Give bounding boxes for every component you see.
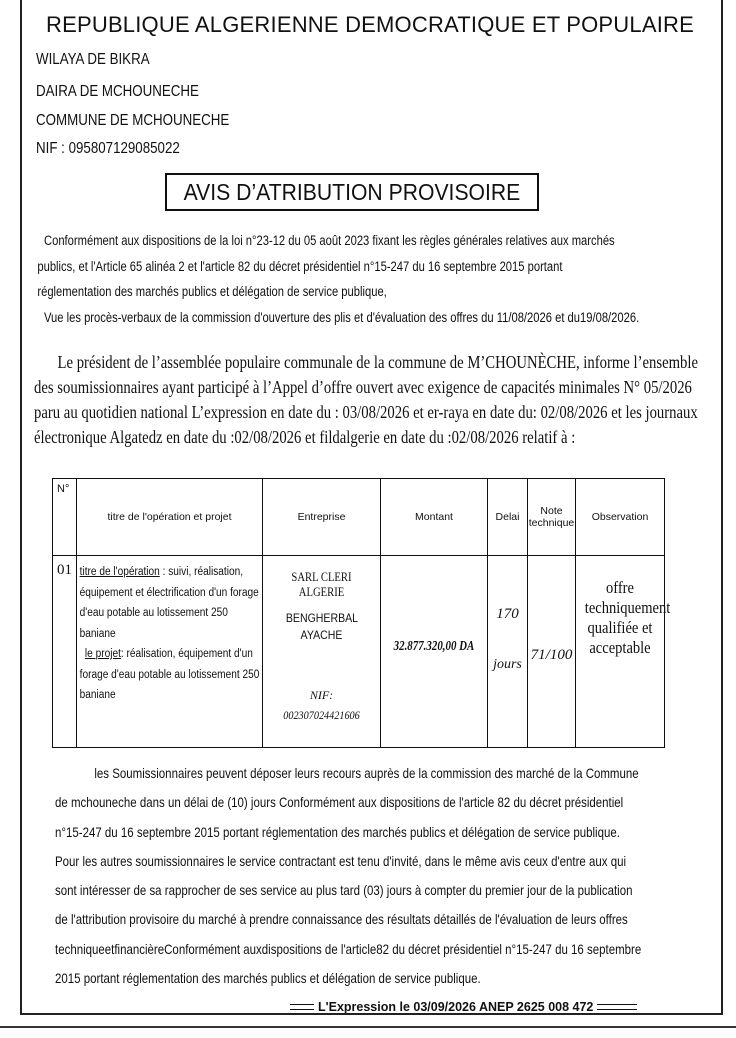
project-description: : réalisation, équipement d'un forage d'eau potable au lotissement 250 baniane <box>79 648 260 701</box>
intro-line: Vue les procès-verbaux de la commission d'ouverture des plis et d'évaluation des offres du 11/08/2026 et du19/08/2026. <box>44 309 640 325</box>
avis-title-box <box>165 173 539 211</box>
cell-num <box>53 556 77 748</box>
project-label: le projet <box>84 648 121 660</box>
intro-paragraph <box>37 228 640 330</box>
entreprise-block <box>263 556 380 746</box>
header-observation: Observation <box>576 479 665 556</box>
entreprise-nif: 002307024421606 <box>283 708 360 722</box>
footer-rule-right <box>597 1004 637 1010</box>
header-operation: titre de l'opération et projet <box>77 479 263 556</box>
recours-line: Pour les autres soumissionnaires le service contractant est tenu d'invité, dans le même avis ceux d'entre aux qui <box>55 852 627 869</box>
page-edge-line <box>0 1026 736 1028</box>
header-entreprise: Entreprise <box>263 479 381 556</box>
attribution-table <box>52 478 671 748</box>
table-header-row <box>53 479 665 556</box>
cell-operation <box>77 556 263 748</box>
cell-note <box>528 556 576 748</box>
president-line: paru au quotidien national L’expression en date du : 03/08/2026 et er-raya en date du: 02/08/2026 et les journaux <box>34 402 698 422</box>
commune-line: COMMUNE DE MCHOUNECHE <box>36 112 230 129</box>
observation-text: offre techniquement qualifiée et acceptable <box>584 578 671 657</box>
header-num: N° <box>53 479 77 556</box>
president-paragraph <box>34 350 698 450</box>
president-line: électronique Algatedz en date du :02/08/2026 et fildalgerie en date du :02/08/2026 relatif à : <box>34 427 576 447</box>
cell-observation <box>576 556 671 748</box>
operation-text <box>77 556 262 706</box>
operation-description: : suivi, réalisation, équipement et électrification d'un forage d'eau potable au lotissement 250 baniane <box>79 566 259 640</box>
recours-line: techniqueetfinancièreConformément auxdispositions de l'article82 du décret présidentiel n°15-247 du 16 septembre <box>55 940 642 957</box>
entreprise-name: SARL CLERI ALGERIE <box>291 570 352 599</box>
intro-line: Conformément aux dispositions de la loi n°23-12 du 05 août 2023 fixant les règles générales relatives aux marchés <box>44 233 615 248</box>
intro-line: publics, et l'Article 65 alinéa 2 et l'article 82 du décret présidentiel n°15-247 du 16 septembre 2015 portant <box>37 258 563 274</box>
cell-delai <box>488 556 528 748</box>
header-note: Note technique <box>528 479 576 556</box>
wilaya-line: WILAYA DE BIKRA <box>36 51 150 68</box>
delai-unit: jours <box>493 657 522 672</box>
table-row <box>53 556 665 748</box>
recours-line: 2015 portant réglementation des marchés publics et délégation de service publique. <box>55 970 481 987</box>
delai-value: 170 <box>496 606 519 622</box>
footer-bar <box>290 1000 637 1014</box>
president-line: des soumissionnaires ayant participé à l’Appel d’offre ouvert avec exigence de capacités minimales N° 05/2026 <box>34 377 692 397</box>
note-value: 71/100 <box>530 647 573 663</box>
cell-montant <box>381 556 488 748</box>
nif-label: NIF: <box>309 688 334 702</box>
recours-paragraph <box>55 759 641 993</box>
intro-line: réglementation des marchés publics et délégation de service publique, <box>37 284 387 299</box>
daira-line: DAIRA DE MCHOUNECHE <box>36 83 199 100</box>
recours-line: les Soumissionnaires peuvent déposer leurs recours auprès de la commission des marché de la Commune <box>94 765 639 781</box>
footer-text: L'Expression le 03/09/2026 ANEP 2625 008 472 <box>318 1000 594 1014</box>
montant-value: 32.877.320,00 DA <box>393 638 475 654</box>
cell-entreprise <box>263 556 381 748</box>
header-delai: Delai <box>488 479 528 556</box>
footer-rule-left <box>290 1004 314 1010</box>
recours-line: n°15-247 du 16 septembre 2015 portant réglementation des marchés publics et délégation de service publique. <box>55 823 620 840</box>
operation-label: titre de l'opération <box>79 566 160 578</box>
recours-line: de mchouneche dans un délai de (10) jours Conformément aux dispositions de l'article 82 du décret présidentiel <box>55 794 624 811</box>
nif-line: NIF : 095807129085022 <box>36 140 180 157</box>
avis-title: AVIS D’ATRIBUTION PROVISOIRE <box>183 178 521 205</box>
republic-title: REPUBLIQUE ALGERIENNE DEMOCRATIQUE ET POPULAIRE <box>46 12 694 37</box>
recours-line: sont intéresser de sa rapprocher de ses service au plus tard (03) jours à compter du premier jour de la publication <box>55 882 633 899</box>
entreprise-person: BENGHERBAL AYACHE <box>285 611 359 642</box>
row-number: 01 <box>57 562 72 578</box>
president-line: Le président de l’assemblée populaire communale de la commune de M’CHOUNÈCHE, informe l’ensemble <box>57 352 699 372</box>
header-montant: Montant <box>381 479 488 556</box>
recours-line: de l'attribution provisoire du marché à prendre connaissance des résultats détaillés de l'évaluation de leurs offres <box>55 911 628 928</box>
